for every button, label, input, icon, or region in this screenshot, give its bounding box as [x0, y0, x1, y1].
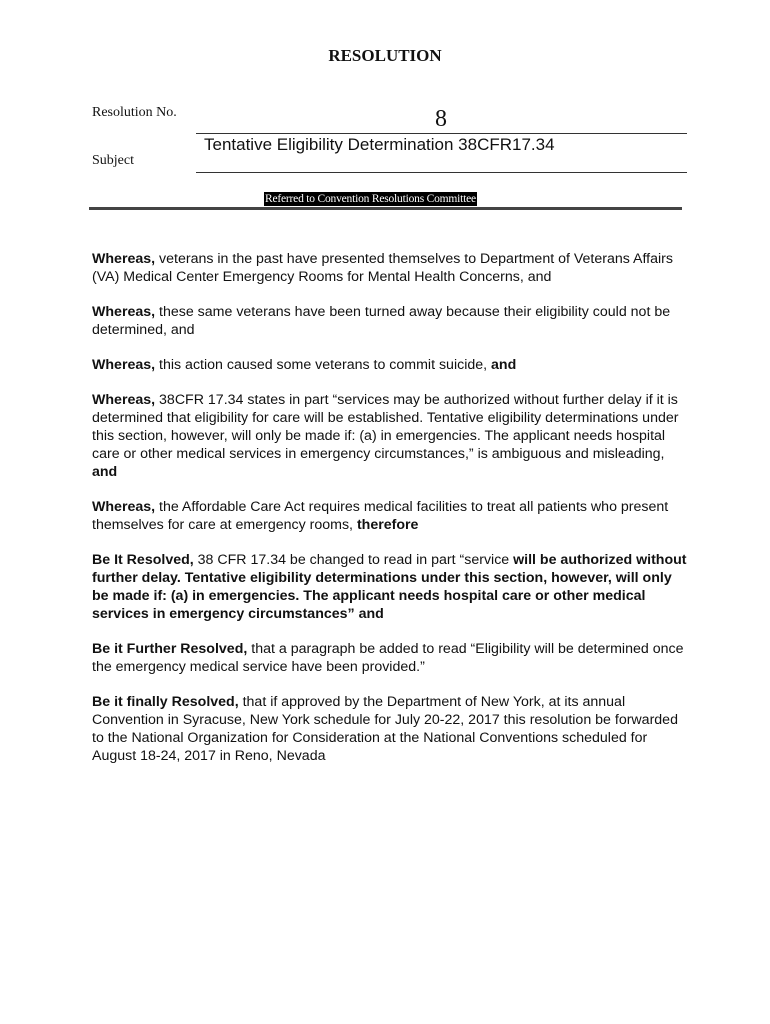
paragraph-text: veterans in the past have presented themselves to Department of Veterans Affairs (VA) Medical Center Emergency Rooms for Mental Health Concerns, and — [92, 251, 673, 285]
subject-label: Subject — [92, 153, 134, 168]
resolution-number-underline — [196, 133, 687, 134]
paragraph-text: this action caused some veterans to commit suicide, — [155, 357, 492, 373]
subject-underline — [196, 172, 687, 173]
paragraph-lead: Be it finally Resolved, — [92, 694, 239, 710]
whereas-paragraph-1 — [92, 250, 692, 286]
paragraph-lead: Whereas, — [92, 392, 156, 408]
paragraph-lead: Whereas, — [92, 251, 156, 267]
resolution-number-label: Resolution No. — [92, 105, 177, 120]
paragraph-tail: and — [92, 464, 118, 480]
paragraph-text: that if approved by the Department of New York, at its annual Convention in Syracuse, New York schedule for July 20-22, 2017 this resolution be forwarded to the National Organization for Consideration at the National Conventions scheduled for August 18-24, 2017 in Reno, Nevada — [92, 694, 678, 764]
document-title: RESOLUTION — [328, 46, 442, 65]
header-divider — [89, 207, 682, 210]
finally-resolved-paragraph — [92, 693, 692, 765]
further-resolved-paragraph — [92, 640, 692, 676]
whereas-paragraph-5 — [92, 498, 692, 534]
paragraph-lead: Be It Resolved, — [92, 552, 194, 568]
referred-to-committee-banner: Referred to Convention Resolutions Committee — [265, 193, 476, 205]
paragraph-tail: therefore — [356, 517, 419, 533]
paragraph-text: 38 CFR 17.34 be changed to read in part “service — [193, 552, 514, 568]
paragraph-lead: Be it Further Resolved, — [92, 641, 248, 657]
resolution-body — [92, 250, 692, 782]
resolution-number-value: 8 — [435, 106, 447, 132]
paragraph-text: that a paragraph be added to read “Eligibility will be determined once the emergency medical service have been provided.” — [92, 641, 684, 675]
paragraph-lead: Whereas, — [92, 304, 156, 320]
paragraph-text: the Affordable Care Act requires medical facilities to treat all patients who present themselves for care at emergency rooms, — [92, 499, 669, 533]
whereas-paragraph-2 — [92, 303, 692, 339]
resolved-paragraph — [92, 551, 692, 623]
paragraph-lead: Whereas, — [92, 499, 156, 515]
paragraph-lead: Whereas, — [92, 357, 156, 373]
paragraph-tail: and — [491, 357, 517, 373]
paragraph-tail: will be authorized without further delay. Tentative eligibility determinations under this section, however, will only be made if: (a) in emergencies. The applicant needs hospital care or other medical services in emergency circumstances” and — [92, 552, 687, 622]
paragraph-text: 38CFR 17.34 states in part “services may be authorized without further delay if it is determined that eligibility for care will be established. Tentative eligibility determinations under this section, however, will only be made if: (a) in emergencies. The applicant needs hospital care or other medical services in emergency circumstances,” is ambiguous and misleading, — [92, 392, 679, 462]
whereas-paragraph-4 — [92, 391, 692, 481]
paragraph-text: these same veterans have been turned away because their eligibility could not be determined, and — [92, 304, 671, 338]
whereas-paragraph-3 — [92, 356, 692, 374]
subject-value: Tentative Eligibility Determination 38CFR17.34 — [204, 135, 555, 154]
